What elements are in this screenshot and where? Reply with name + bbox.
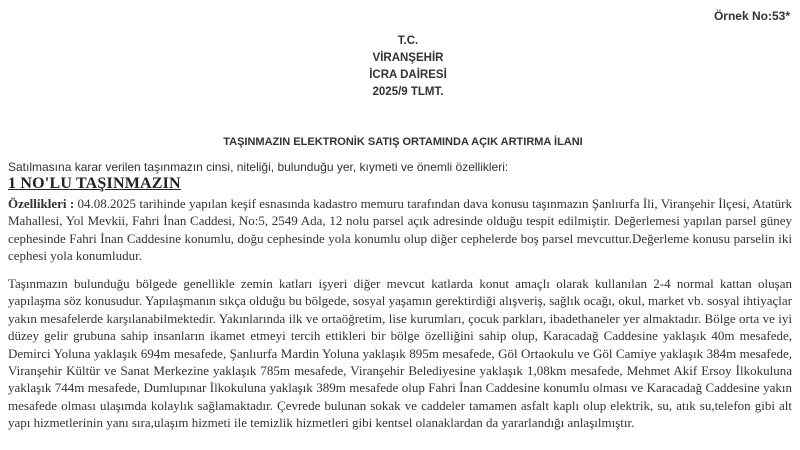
lot-heading: 1 NO'LU TAŞINMAZIN bbox=[8, 175, 181, 192]
features-label: Özellikleri : bbox=[8, 196, 75, 211]
location-paragraph: Taşınmazın bulunduğu bölgede genellikle zemin katları işyeri diğer mevcut katlarda konut amaçlı olarak kullanılan 2-4 normal kattan oluşan yapılaşma söz konusudur. Yapılaşmanın sıkça olduğu bu bölgede, sosyal yaşamın gerektirdiği alışveriş, sağlık ocağı, okul, market vb. sosyal ihtiyaçlar yakın mesafelerde karşılanabilmektedir. Yakınlarında ilk ve ortaöğretim, lise kurumları, çocuk parkları, ibadethaneler yer almaktadır. Bölge orta ve iyi düzey gelir grubuna sahip insanların ikamet etmeyi tercih ettikleri bir bölge özelliğini sahip olup, Karacadağ Caddesine yaklaşık 40m mesafede, Demirci Yoluna yaklaşık 694m mesafede, Şanlıurfa Mardin Yoluna yaklaşık 895m mesafede, Göl Ortaokulu ve Göl Camiye yaklaşık 384m mesafede, Viranşehir Kültür ve Sanat Merkezine yaklaşık 785m mesafede, Viranşehir Belediyesine yaklaşık 1,08km mesafede, Mehmet Akif Ersoy İlkokuluna yaklaşık 744m mesafede, Dumlupınar İlkokuluna yaklaşık 389m mesafede olup Fahri İnan Caddesine konumlu olması ve Karacadağ Caddesine yakın mesafede olması ulaşımda kolaylık sağlamaktadır. Çevrede bulunan sokak ve caddeler tamamen asfalt kaplı olup elektrik, su, atık su,telefon gibi alt yapı hizmetlerinin yanı sıra,ulaşım hizmeti ile temizlik hizmetleri gibi kentsel olanaklardan da yararlandığı anlaşılmıştır. bbox=[8, 276, 792, 431]
features-text: 04.08.2025 tarihinde yapılan keşif esnasında kadastro memuru tarafından dava konusu taşınmazın Şanlıurfa İli, Viranşehir İlçesi, Atatürk Mahallesi, Yol Mevkii, Fahri İnan Caddesi, No:5, 2549 Ada, 12 nolu parsel açık adresinde olduğu tespit edilmiştir. Değerlemesi yapılan parsel güney cephesinde Fahri İnan Caddesine konumlu, doğu cephesinde yola konumlu olup diğer cephelerde boş parsel mevcuttur.Değerleme konusu parselin iki cephesi yola konumludur. bbox=[8, 196, 793, 264]
features-paragraph bbox=[8, 195, 792, 265]
intro-text: Satılmasına karar verilen taşınmazın cinsi, niteliği, bulunduğu yer, kıymeti ve önemli özellikleri: bbox=[8, 160, 509, 174]
header-line-office: İCRA DAİRESİ bbox=[369, 69, 447, 81]
header-line-country: T.C. bbox=[397, 35, 419, 47]
sample-number: Örnek No:53* bbox=[713, 9, 790, 23]
header-line-district: VİRANŞEHİR bbox=[372, 52, 444, 64]
document-title-wrap bbox=[0, 136, 800, 148]
document-header bbox=[0, 33, 800, 101]
header-line-file-number: 2025/9 TLMT. bbox=[372, 86, 444, 98]
document-title: TAŞINMAZIN ELEKTRONİK SATIŞ ORTAMINDA AÇIK ARTIRMA İLANI bbox=[223, 136, 583, 148]
